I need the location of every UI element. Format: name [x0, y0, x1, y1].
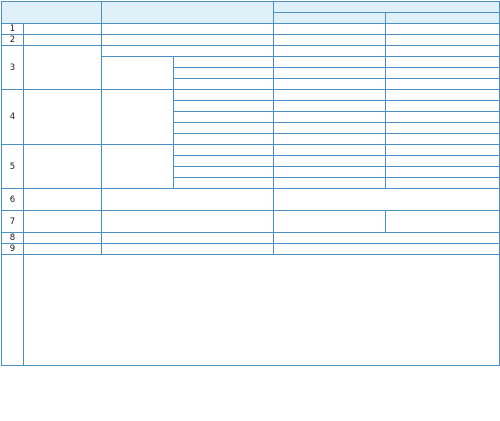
header-plan-a [274, 13, 386, 24]
row-item [24, 90, 102, 145]
row-plan-a [274, 24, 386, 35]
row-number: 5 [2, 145, 24, 189]
row-plan-a [274, 46, 386, 57]
row-plan-b [386, 134, 500, 145]
row-content [102, 244, 274, 255]
row-plan-a [274, 101, 386, 112]
row-plan-a [274, 35, 386, 46]
row-item [24, 189, 102, 211]
row-plan-a [274, 178, 386, 189]
header-content [102, 2, 274, 24]
row-plan-b [386, 123, 500, 134]
row-item [24, 145, 102, 189]
table-row [2, 189, 500, 211]
row-plan-a [274, 145, 386, 156]
table-row [2, 211, 500, 233]
header-plan-b [386, 13, 500, 24]
row-plan-b [386, 145, 500, 156]
range-label [174, 167, 274, 178]
notes-body [24, 255, 500, 366]
range-label [174, 145, 274, 156]
row-number: 2 [2, 35, 24, 46]
row-plan-b [386, 68, 500, 79]
table-row [2, 90, 500, 101]
row-plan-b [386, 90, 500, 101]
benefit-table-page [1, 1, 499, 419]
row-plan-b [386, 24, 500, 35]
row-plan-b [386, 35, 500, 46]
row-plan-a [274, 112, 386, 123]
row-content [102, 35, 274, 46]
table-row [2, 24, 500, 35]
row-plan-a [274, 156, 386, 167]
range-label [174, 123, 274, 134]
table-row [2, 46, 500, 57]
row-plan-a [274, 134, 386, 145]
row-item [24, 46, 102, 90]
row-content [102, 90, 174, 145]
row-content [102, 145, 174, 189]
range-label [174, 101, 274, 112]
row-plan-b [386, 167, 500, 178]
row-plan-b [386, 156, 500, 167]
row-content [102, 189, 274, 211]
row-item [24, 233, 102, 244]
row-plan-a [274, 57, 386, 68]
row-item [24, 244, 102, 255]
notes-row [2, 255, 500, 366]
row-plan-a [274, 167, 386, 178]
benefit-standard-table [1, 1, 500, 366]
row-content [102, 24, 274, 35]
table-row [2, 35, 500, 46]
row-standard [274, 244, 500, 255]
range-label [174, 134, 274, 145]
range-label [174, 90, 274, 101]
table-row [2, 233, 500, 244]
row-item [24, 211, 102, 233]
row-content [102, 233, 274, 244]
tier-label [174, 79, 274, 90]
row-number: 9 [2, 244, 24, 255]
row-plan-b [386, 101, 500, 112]
row-plan-a [274, 123, 386, 134]
row-number: 3 [2, 46, 24, 90]
tier-label [174, 57, 274, 68]
range-label [174, 178, 274, 189]
row-plan-b [386, 79, 500, 90]
row-plan-b [386, 112, 500, 123]
row-item [24, 35, 102, 46]
row-plan-b [386, 57, 500, 68]
table-row [2, 145, 500, 156]
row-item [24, 24, 102, 35]
header-row [2, 2, 500, 13]
tier-label [174, 68, 274, 79]
row-content [102, 46, 274, 57]
row-number: 4 [2, 90, 24, 145]
row-plan-b [386, 178, 500, 189]
row-plan-b [386, 211, 500, 233]
row-plan-a [274, 79, 386, 90]
row-content [102, 57, 174, 90]
row-number: 8 [2, 233, 24, 244]
notes-label [2, 255, 24, 366]
row-standard [274, 233, 500, 244]
range-label [174, 112, 274, 123]
row-plan-a [274, 68, 386, 79]
row-number: 1 [2, 24, 24, 35]
row-standard [274, 189, 500, 211]
header-standard [274, 2, 500, 13]
row-plan-b [386, 46, 500, 57]
row-number: 7 [2, 211, 24, 233]
range-label [174, 156, 274, 167]
table-row [2, 244, 500, 255]
row-number: 6 [2, 189, 24, 211]
header-item [2, 2, 102, 24]
row-plan-a [274, 211, 386, 233]
row-plan-a [274, 90, 386, 101]
row-content [102, 211, 274, 233]
